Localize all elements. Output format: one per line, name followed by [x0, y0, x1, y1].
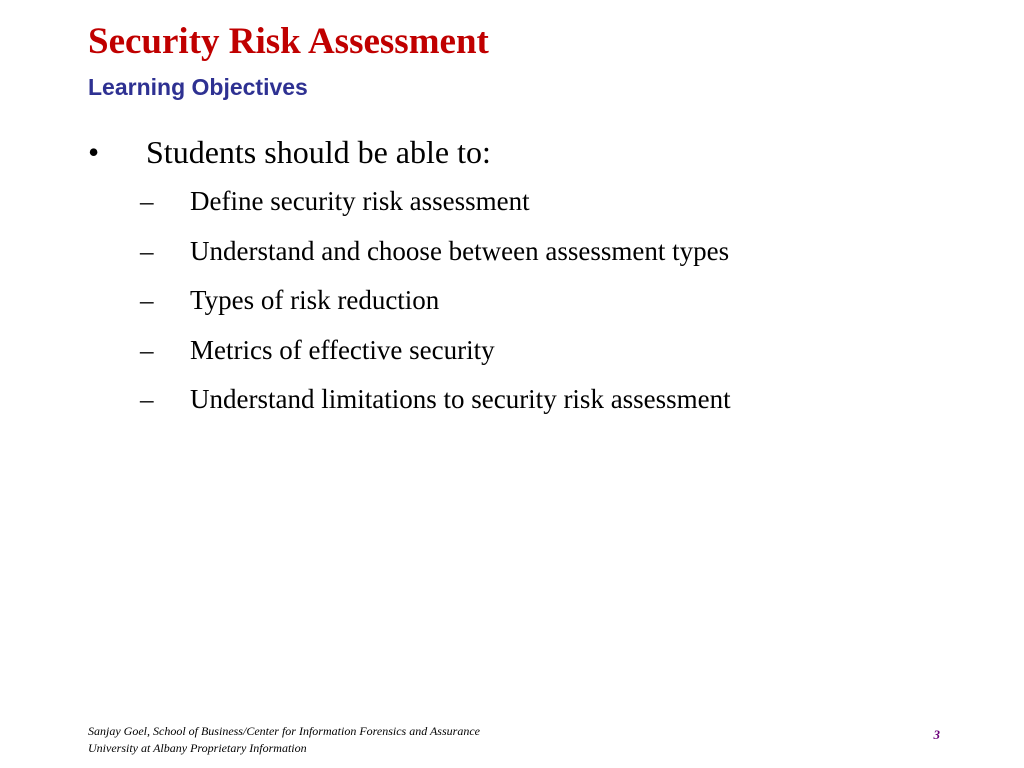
dash-marker: – — [140, 285, 154, 315]
dash-marker: – — [140, 335, 154, 365]
dash-marker: – — [140, 384, 154, 414]
sub-item-text: Define security risk assessment — [190, 186, 530, 216]
footer-line-author: Sanjay Goel, School of Business/Center for Information Forensics and Assurance — [88, 724, 480, 738]
page-number: 3 — [933, 727, 940, 742]
slide-subtitle: Learning Objectives — [88, 74, 308, 100]
bullet-marker: • — [88, 134, 100, 170]
slide-title: Security Risk Assessment — [88, 21, 489, 62]
dash-marker: – — [140, 236, 154, 266]
footer-line-proprietary: University at Albany Proprietary Information — [88, 741, 307, 755]
sub-item-text: Metrics of effective security — [190, 335, 495, 365]
sub-item-text: Understand and choose between assessment types — [190, 236, 730, 266]
sub-item-text: Understand limitations to security risk assessment — [190, 384, 731, 414]
sub-item-text: Types of risk reduction — [190, 285, 440, 315]
dash-marker: – — [140, 186, 154, 216]
bullet-text: Students should be able to: — [146, 134, 491, 170]
slide-footer — [88, 723, 480, 757]
